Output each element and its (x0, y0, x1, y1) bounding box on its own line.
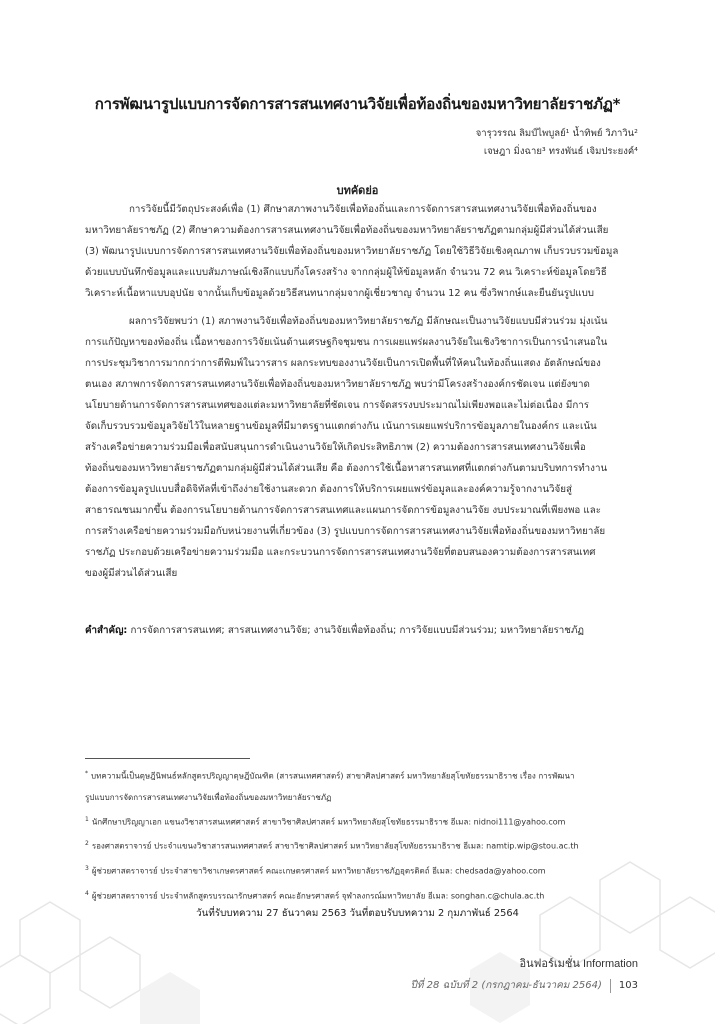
text-line: การแก้ปัญหาของท้องถิ่น เนื้อหาของการวิจัยเน้นด้านเศรษฐกิจชุมชน การเผยแพร่ผลงานวิจัยในเชิงวิชาการเป็นการนำเสนอใน (85, 337, 608, 348)
footnote-mark: * (85, 770, 88, 777)
abstract-paragraph-2 (85, 311, 631, 584)
footnotes (85, 768, 645, 912)
footnote-mark: 4 (85, 889, 89, 897)
journal-name-english: Information (579, 958, 638, 970)
footnote-text: ผู้ช่วยศาสตราจารย์ ประจำสาขาวิชาเกษตรศาสตร์ คณะเกษตรศาสตร์ มหาวิทยาลัยราชภัฏอุตรดิตถ์ อีเมล: chedsada@yahoo.com (91, 866, 546, 876)
text-line: ราชภัฏ ประกอบด้วยเครือข่ายความร่วมมือ และกระบวนการจัดการสารสนเทศงานวิจัยที่ตอบสนองความต้องการสารสนเทศ (85, 547, 596, 558)
issue-info (410, 978, 638, 993)
author-line-1: จารุวรรณ ลิมป์ไพบูลย์¹ น้ำทิพย์ วิภาวิน² (475, 128, 638, 139)
text-line: วิเคราะห์เนื้อหาแบบอุปนัย จากนั้นเก็บข้อมูลด้วยวิธีสนทนากลุ่มจากผู้เชี่ยวชาญ จำนวน 12 คน ซึ่งวิพากษ์และยืนยันรูปแบบ (85, 288, 595, 299)
text-line: (3) พัฒนารูปแบบการจัดการสารสนเทศงานวิจัยเพื่อท้องถิ่นของมหาวิทยาลัยราชภัฏ โดยใช้วิธีวิจัยเชิงคุณภาพ เก็บรวบรวมข้อมูล (85, 246, 619, 257)
footnote (85, 888, 645, 903)
issue-separator (610, 979, 611, 993)
footnote (85, 814, 645, 829)
footnote (85, 838, 645, 853)
footnote (85, 863, 645, 878)
keywords-label: คำสำคัญ: (85, 625, 128, 636)
text-line: นโยบายด้านการจัดการสารสนเทศของแต่ละมหาวิทยาลัยที่ชัดเจน การจัดสรรงบประมาณไม่เพียงพอและไม่ต่อเนื่อง มีการ (85, 400, 590, 411)
author-list (476, 125, 638, 161)
text-line: ผลการวิจัยพบว่า (1) สภาพงานวิจัยเพื่อท้องถิ่นของมหาวิทยาลัยราชภัฏ มีลักษณะเป็นงานวิจัยแบบมีส่วนร่วม มุ่งเน้น (129, 316, 608, 327)
text-line: ด้วยแบบบันทึกข้อมูลและแบบสัมภาษณ์เชิงลึกแบบกึ่งโครงสร้าง จากกลุ่มผู้ให้ข้อมูลหลัก จำนวน 72 คน วิเคราะห์ข้อมูลโดยวิธี (85, 267, 607, 278)
text-line: มหาวิทยาลัยราชภัฏ (2) ศึกษาความต้องการสารสนเทศงานวิจัยเพื่อท้องถิ่นของมหาวิทยาลัยราชภัฏตามกลุ่มผู้มีส่วนได้ส่วนเสีย (85, 225, 609, 236)
text-line: สร้างเครือข่ายความร่วมมือเพื่อสนับสนุนการดำเนินงานวิจัยให้เกิดประสิทธิภาพ (2) ความต้องการสารสนเทศงานวิจัยเพื่อ (85, 442, 586, 453)
text-line: สาธารณชนมากขึ้น ต้องการนโยบายด้านการจัดการสารสนเทศและแผนการจัดการข้อมูลงานวิจัย งบประมาณที่เพียงพอ และ (85, 505, 602, 516)
footnote-text: รูปแบบการจัดการสารสนเทศงานวิจัยเพื่อท้องถิ่นของมหาวิทยาลัยราชภัฏ (85, 792, 332, 802)
text-line: ต้องการข้อมูลรูปแบบสื่อดิจิทัลที่เข้าถึงง่ายใช้งานสะดวก ต้องการให้บริการเผยแพร่ข้อมูลและองค์ความรู้จากงานวิจัยสู่ (85, 484, 572, 495)
footnote-text: นักศึกษาปริญญาเอก แขนงวิชาสารสนเทศศาสตร์ สาขาวิชาศิลปศาสตร์ มหาวิทยาลัยสุโขทัยธรรมาธิราช อีเมล: nidnoi111@yahoo.com (91, 817, 566, 827)
paper-title: การพัฒนารูปแบบการจัดการสารสนเทศงานวิจัยเพื่อท้องถิ่นของมหาวิทยาลัยราชภัฏ* (94, 95, 621, 113)
footnote-divider (85, 758, 250, 759)
submission-dates: วันที่รับบทความ 27 ธันวาคม 2563 วันที่ตอบรับบทความ 2 กุมภาพันธ์ 2564 (196, 908, 519, 919)
journal-name (519, 954, 638, 972)
author-line-2: เจษฎา มิ่งฉาย³ ทรงพันธ์ เจิมประยงค์⁴ (483, 146, 638, 157)
footnote-mark: 3 (85, 864, 89, 872)
text-line: การสร้างเครือข่ายความร่วมมือกับหน่วยงานที่เกี่ยวข้อง (3) รูปแบบการจัดการสารสนเทศงานวิจัยเพื่อท้องถิ่นของมหาวิทยาลัย (85, 526, 606, 537)
keywords-text: การจัดการสารสนเทศ; สารสนเทศงานวิจัย; งานวิจัยเพื่อท้องถิ่น; การวิจัยแบบมีส่วนร่วม; มหาวิทยาลัยราชภัฏ (127, 625, 584, 636)
text-line: จัดเก็บรวบรวมข้อมูลวิจัยไว้ในหลายฐานข้อมูลที่มีมาตรฐานแตกต่างกัน เน้นการเผยแพร่บริการข้อมูลภายในองค์กร และเน้น (85, 421, 597, 432)
text-line: ของผู้มีส่วนได้ส่วนเสีย (85, 568, 178, 579)
issue-text: ปีที่ 28 ฉบับที่ 2 (กรกฎาคม-ธันวาคม 2564) (410, 980, 602, 991)
text-line: ท้องถิ่นของมหาวิทยาลัยราชภัฏตามกลุ่มผู้มีส่วนได้ส่วนเสีย คือ ต้องการใช้เนื้อหาสารสนเทศที่แตกต่างกันตามบริบทการทำงาน (85, 463, 608, 474)
footnote-text: บทความนี้เป็นดุษฎีนิพนธ์หลักสูตรปริญญาดุษฎีบัณฑิต (สารสนเทศศาสตร์) สาขาศิลปศาสตร์ มหาวิทยาลัยสุโขทัยธรรมาธิราช เรื่อง การพัฒนา (91, 771, 575, 781)
footnote-mark: 2 (85, 840, 89, 848)
text-line: ตนเอง สภาพการจัดการสารสนเทศงานวิจัยเพื่อท้องถิ่นของมหาวิทยาลัยราชภัฏ พบว่ามีโครงสร้างองค์กรชัดเจน แต่ยังขาด (85, 379, 590, 390)
keywords (85, 621, 631, 641)
abstract-heading: บทคัดย่อ (336, 184, 379, 197)
page-number: 103 (618, 980, 638, 991)
footnote-text: รองศาสตราจารย์ ประจำแขนงวิชาสารสนเทศศาสตร์ สาขาวิชาศิลปศาสตร์ มหาวิทยาลัยสุโขทัยธรรมาธิราช อีเมล: namtip.wip@stou.ac.th (91, 841, 579, 851)
abstract-paragraph-1 (85, 199, 631, 304)
text-line: การประชุมวิชาการมากกว่าการตีพิมพ์ในวารสาร ผลกระทบของงานวิจัยเป็นการเปิดพื้นที่ให้คนในท้องถิ่นแสดง อัตลักษณ์ของ (85, 358, 601, 369)
footnote-mark: 1 (85, 815, 89, 823)
text-line: การวิจัยนี้มีวัตถุประสงค์เพื่อ (1) ศึกษาสภาพงานวิจัยเพื่อท้องถิ่นและการจัดการสารสนเทศงานวิจัยเพื่อท้องถิ่นของ (129, 204, 597, 215)
footnote (85, 768, 645, 804)
journal-name-thai: อินฟอร์เมชั่น (519, 957, 580, 970)
footnote-text: ผู้ช่วยศาสตราจารย์ ประจำหลักสูตรบรรณารักษศาสตร์ คณะอักษรศาสตร์ จุฬาลงกรณ์มหาวิทยาลัย อีเมล: songhan.c@chula.ac.th (91, 891, 545, 901)
